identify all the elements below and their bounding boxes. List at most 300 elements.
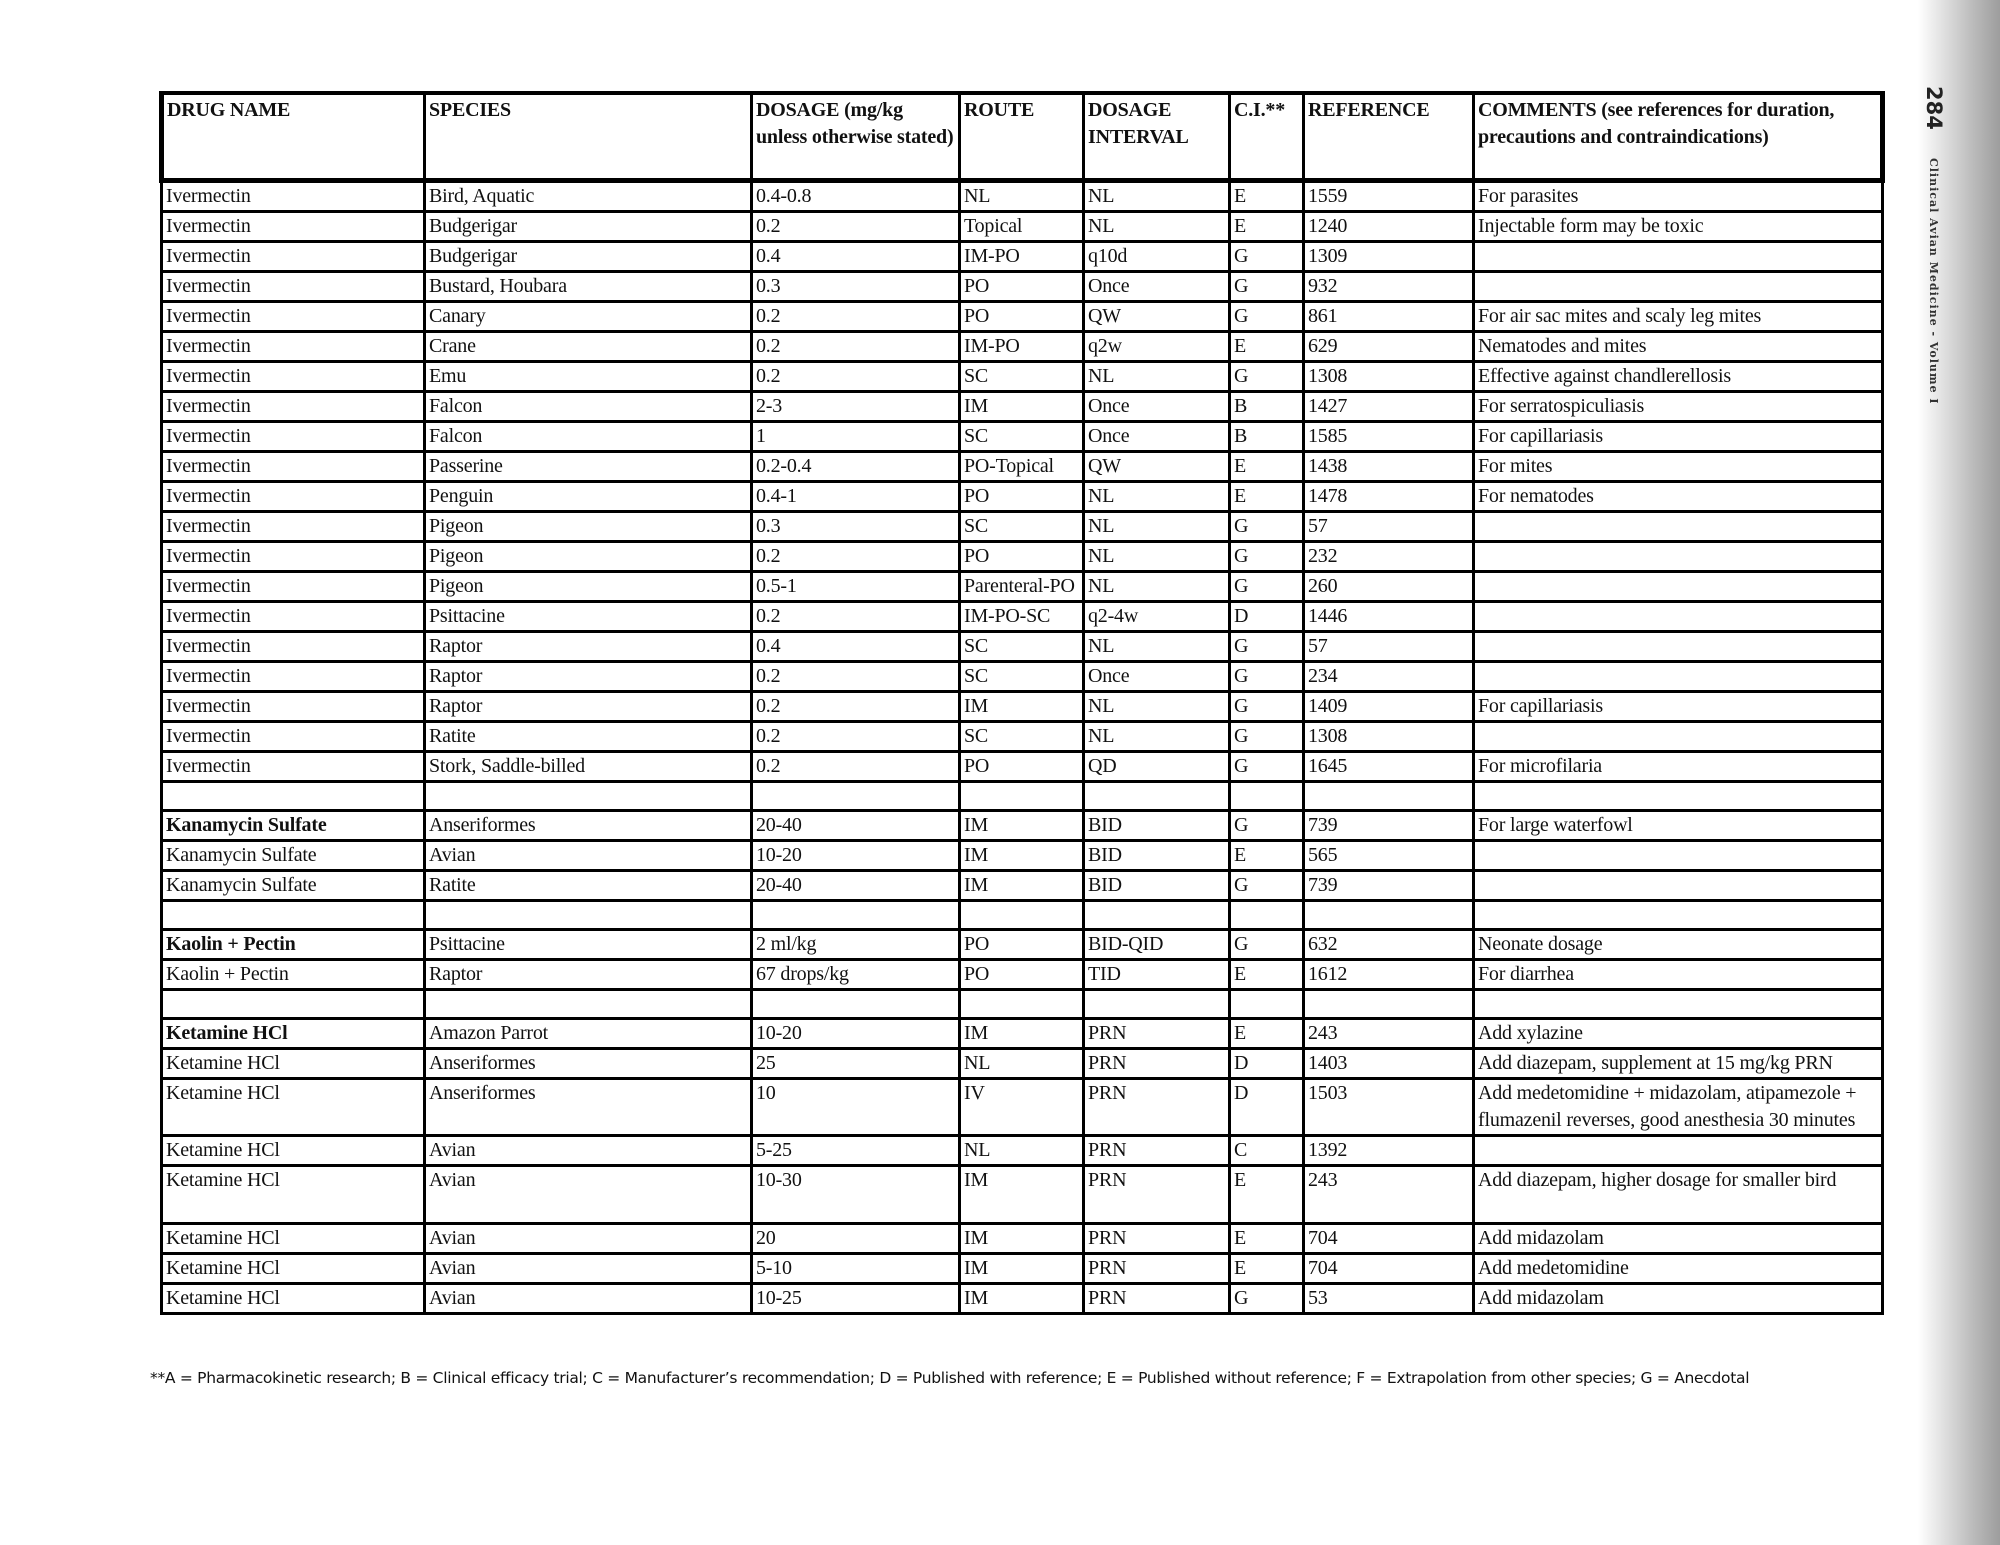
table-row: [162, 512, 1883, 542]
drug-name-cell: Ivermectin: [162, 482, 425, 512]
dosage-interval-cell: BID: [1084, 841, 1230, 871]
table-row: [162, 302, 1883, 332]
species-cell: Avian: [425, 1254, 752, 1284]
drug-name-cell: Ivermectin: [162, 752, 425, 782]
drug-name-cell: Kanamycin Sulfate: [162, 871, 425, 901]
table-row: [162, 272, 1883, 302]
dosage-interval-cell: Once: [1084, 272, 1230, 302]
table-row: [162, 632, 1883, 662]
ci-cell: G: [1230, 242, 1304, 272]
comments-cell: [1474, 272, 1883, 302]
table-row: [162, 722, 1883, 752]
ci-cell: G: [1230, 871, 1304, 901]
ci-cell: B: [1230, 422, 1304, 452]
header-ci: C.I.**: [1230, 93, 1304, 181]
reference-cell: 861: [1304, 302, 1474, 332]
comments-cell: For serratospiculiasis: [1474, 392, 1883, 422]
drug-name-cell: Ketamine HCl: [162, 1049, 425, 1079]
comments-cell: For parasites: [1474, 181, 1883, 212]
dosage-cell: 10-20: [752, 1019, 960, 1049]
species-cell: Penguin: [425, 482, 752, 512]
route-cell: NL: [960, 181, 1084, 212]
dosage-cell: 5-10: [752, 1254, 960, 1284]
species-cell: Ratite: [425, 722, 752, 752]
table-row: [162, 242, 1883, 272]
comments-cell: Add midazolam: [1474, 1284, 1883, 1314]
route-cell: IM: [960, 1284, 1084, 1314]
drug-name-cell: Ketamine HCl: [162, 1019, 425, 1049]
species-cell: Psittacine: [425, 930, 752, 960]
ci-cell: E: [1230, 1254, 1304, 1284]
confidence-index-footnote: **A = Pharmacokinetic research; B = Clinical efficacy trial; C = Manufacturer’s recommendation; D = Published with reference; E = Published without reference; F = Extrapolation from other species; G = Anecdotal: [150, 1369, 1750, 1387]
reference-cell: 1446: [1304, 602, 1474, 632]
ci-cell: G: [1230, 272, 1304, 302]
header-drug-name: DRUG NAME: [162, 93, 425, 181]
dosage-cell: 10-30: [752, 1166, 960, 1224]
dosage-interval-cell: QW: [1084, 452, 1230, 482]
comments-cell: [1474, 602, 1883, 632]
dosage-cell: 0.3: [752, 272, 960, 302]
table-row: [162, 1224, 1883, 1254]
species-cell: Crane: [425, 332, 752, 362]
table-row: [162, 930, 1883, 960]
drug-name-cell: Ivermectin: [162, 392, 425, 422]
ci-cell: C: [1230, 1136, 1304, 1166]
dosage-interval-cell: PRN: [1084, 1166, 1230, 1224]
ci-cell: G: [1230, 512, 1304, 542]
dosage-cell: 2-3: [752, 392, 960, 422]
species-cell: Anseriformes: [425, 1049, 752, 1079]
ci-cell: E: [1230, 1224, 1304, 1254]
dosage-interval-cell: PRN: [1084, 1254, 1230, 1284]
table-row: [162, 482, 1883, 512]
dosage-interval-cell: NL: [1084, 212, 1230, 242]
page-number: 284: [1922, 86, 1946, 130]
empty-cell: [1304, 990, 1474, 1019]
header-dosage: DOSAGE (mg/kg unless otherwise stated): [752, 93, 960, 181]
species-cell: Passerine: [425, 452, 752, 482]
empty-cell: [1230, 782, 1304, 811]
table-row: [162, 692, 1883, 722]
drug-name-cell: Ketamine HCl: [162, 1166, 425, 1224]
empty-cell: [752, 901, 960, 930]
dosage-cell: 0.2: [752, 542, 960, 572]
table-row: [162, 332, 1883, 362]
dosage-interval-cell: Once: [1084, 422, 1230, 452]
reference-cell: 1559: [1304, 181, 1474, 212]
species-cell: Anseriformes: [425, 1079, 752, 1136]
ci-cell: E: [1230, 452, 1304, 482]
dosage-cell: 0.2: [752, 212, 960, 242]
species-cell: Budgerigar: [425, 242, 752, 272]
dosage-interval-cell: NL: [1084, 512, 1230, 542]
route-cell: IM: [960, 1254, 1084, 1284]
table-row: [162, 181, 1883, 212]
table-row: [162, 1079, 1883, 1136]
route-cell: NL: [960, 1136, 1084, 1166]
species-cell: Avian: [425, 1166, 752, 1224]
species-cell: Raptor: [425, 662, 752, 692]
dosage-interval-cell: q10d: [1084, 242, 1230, 272]
comments-cell: For capillariasis: [1474, 692, 1883, 722]
drug-name-cell: Ivermectin: [162, 181, 425, 212]
empty-cell: [425, 990, 752, 1019]
drug-name-cell: Ivermectin: [162, 332, 425, 362]
ci-cell: E: [1230, 332, 1304, 362]
table-row: [162, 871, 1883, 901]
drug-name-cell: Ketamine HCl: [162, 1254, 425, 1284]
drug-name-cell: Ivermectin: [162, 302, 425, 332]
route-cell: PO-Topical: [960, 452, 1084, 482]
empty-cell: [1084, 990, 1230, 1019]
drug-name-cell: Ketamine HCl: [162, 1136, 425, 1166]
comments-cell: For diarrhea: [1474, 960, 1883, 990]
ci-cell: E: [1230, 1019, 1304, 1049]
comments-cell: For microfilaria: [1474, 752, 1883, 782]
table-row: [162, 752, 1883, 782]
reference-cell: 1308: [1304, 362, 1474, 392]
reference-cell: 57: [1304, 632, 1474, 662]
dosage-interval-cell: PRN: [1084, 1019, 1230, 1049]
dosage-cell: 10-25: [752, 1284, 960, 1314]
table-row: [162, 1254, 1883, 1284]
table-row: [162, 602, 1883, 632]
table-row: [162, 542, 1883, 572]
reference-cell: 739: [1304, 871, 1474, 901]
dosage-interval-cell: TID: [1084, 960, 1230, 990]
comments-cell: For large waterfowl: [1474, 811, 1883, 841]
table-body: [162, 181, 1883, 1314]
dosage-interval-cell: NL: [1084, 542, 1230, 572]
drug-name-cell: Ivermectin: [162, 572, 425, 602]
drug-name-cell: Ivermectin: [162, 272, 425, 302]
ci-cell: E: [1230, 960, 1304, 990]
ci-cell: G: [1230, 302, 1304, 332]
ci-cell: G: [1230, 811, 1304, 841]
drug-name-cell: Ketamine HCl: [162, 1224, 425, 1254]
comments-cell: [1474, 572, 1883, 602]
ci-cell: G: [1230, 752, 1304, 782]
route-cell: PO: [960, 302, 1084, 332]
empty-cell: [960, 782, 1084, 811]
header-species: SPECIES: [425, 93, 752, 181]
reference-cell: 1478: [1304, 482, 1474, 512]
species-cell: Bustard, Houbara: [425, 272, 752, 302]
route-cell: IM: [960, 692, 1084, 722]
table-row: [162, 1284, 1883, 1314]
empty-cell: [162, 990, 425, 1019]
dosage-cell: 0.4-1: [752, 482, 960, 512]
comments-cell: Add diazepam, supplement at 15 mg/kg PRN: [1474, 1049, 1883, 1079]
dosage-cell: 20-40: [752, 811, 960, 841]
dosage-cell: 0.2: [752, 332, 960, 362]
comments-cell: For nematodes: [1474, 482, 1883, 512]
comments-cell: Add xylazine: [1474, 1019, 1883, 1049]
empty-cell: [425, 782, 752, 811]
empty-cell: [1084, 901, 1230, 930]
dosage-cell: 0.2: [752, 602, 960, 632]
dosage-cell: 0.2: [752, 362, 960, 392]
spacer-row: [162, 901, 1883, 930]
drug-name-cell: Ivermectin: [162, 692, 425, 722]
reference-cell: 1645: [1304, 752, 1474, 782]
reference-cell: 234: [1304, 662, 1474, 692]
comments-cell: [1474, 841, 1883, 871]
dosage-cell: 20: [752, 1224, 960, 1254]
table-row: [162, 1166, 1883, 1224]
reference-cell: 629: [1304, 332, 1474, 362]
comments-cell: Add midazolam: [1474, 1224, 1883, 1254]
header-dosage-interval: DOSAGE INTERVAL: [1084, 93, 1230, 181]
dosage-interval-cell: PRN: [1084, 1224, 1230, 1254]
species-cell: Raptor: [425, 692, 752, 722]
route-cell: PO: [960, 752, 1084, 782]
table-row: [162, 212, 1883, 242]
table-row: [162, 960, 1883, 990]
ci-cell: G: [1230, 692, 1304, 722]
table-row: [162, 811, 1883, 841]
table-row: [162, 572, 1883, 602]
ci-cell: G: [1230, 362, 1304, 392]
table-row: [162, 392, 1883, 422]
ci-cell: G: [1230, 662, 1304, 692]
table-row: [162, 1136, 1883, 1166]
route-cell: NL: [960, 1049, 1084, 1079]
drug-name-cell: Ivermectin: [162, 422, 425, 452]
dosage-cell: 0.4: [752, 632, 960, 662]
ci-cell: B: [1230, 392, 1304, 422]
route-cell: IM: [960, 392, 1084, 422]
running-title: Clinical Avian Medicine - Volume I: [1927, 158, 1940, 405]
species-cell: Canary: [425, 302, 752, 332]
drug-name-cell: Kanamycin Sulfate: [162, 811, 425, 841]
reference-cell: 1409: [1304, 692, 1474, 722]
dosage-interval-cell: NL: [1084, 632, 1230, 662]
ci-cell: G: [1230, 1284, 1304, 1314]
species-cell: Raptor: [425, 632, 752, 662]
dosage-cell: 10-20: [752, 841, 960, 871]
drug-name-cell: Ivermectin: [162, 242, 425, 272]
dosage-interval-cell: QW: [1084, 302, 1230, 332]
route-cell: IM: [960, 1224, 1084, 1254]
species-cell: Pigeon: [425, 572, 752, 602]
spacer-row: [162, 990, 1883, 1019]
dosage-cell: 0.4: [752, 242, 960, 272]
route-cell: Topical: [960, 212, 1084, 242]
reference-cell: 243: [1304, 1166, 1474, 1224]
drug-name-cell: Ivermectin: [162, 662, 425, 692]
route-cell: PO: [960, 930, 1084, 960]
table-row: [162, 1019, 1883, 1049]
spacer-row: [162, 782, 1883, 811]
species-cell: Stork, Saddle-billed: [425, 752, 752, 782]
table-row: [162, 422, 1883, 452]
comments-cell: [1474, 871, 1883, 901]
empty-cell: [162, 782, 425, 811]
ci-cell: D: [1230, 1049, 1304, 1079]
route-cell: IV: [960, 1079, 1084, 1136]
dosage-cell: 0.2: [752, 662, 960, 692]
comments-cell: [1474, 1136, 1883, 1166]
reference-cell: 704: [1304, 1224, 1474, 1254]
dosage-interval-cell: PRN: [1084, 1284, 1230, 1314]
comments-cell: [1474, 662, 1883, 692]
dosage-interval-cell: q2w: [1084, 332, 1230, 362]
dosage-cell: 2 ml/kg: [752, 930, 960, 960]
table-row: [162, 841, 1883, 871]
reference-cell: 1392: [1304, 1136, 1474, 1166]
dosage-interval-cell: PRN: [1084, 1136, 1230, 1166]
species-cell: Psittacine: [425, 602, 752, 632]
route-cell: IM: [960, 871, 1084, 901]
empty-cell: [1474, 990, 1883, 1019]
species-cell: Pigeon: [425, 542, 752, 572]
dosage-cell: 0.2-0.4: [752, 452, 960, 482]
empty-cell: [752, 782, 960, 811]
empty-cell: [1304, 782, 1474, 811]
route-cell: SC: [960, 422, 1084, 452]
route-cell: SC: [960, 362, 1084, 392]
drug-name-cell: Kaolin + Pectin: [162, 960, 425, 990]
reference-cell: 1427: [1304, 392, 1474, 422]
ci-cell: G: [1230, 722, 1304, 752]
route-cell: SC: [960, 662, 1084, 692]
header-reference: REFERENCE: [1304, 93, 1474, 181]
dosage-cell: 10: [752, 1079, 960, 1136]
empty-cell: [1474, 901, 1883, 930]
drug-name-cell: Ivermectin: [162, 542, 425, 572]
dosage-cell: 0.2: [752, 302, 960, 332]
ci-cell: E: [1230, 1166, 1304, 1224]
reference-cell: 1240: [1304, 212, 1474, 242]
route-cell: PO: [960, 272, 1084, 302]
drug-name-cell: Kanamycin Sulfate: [162, 841, 425, 871]
route-cell: PO: [960, 542, 1084, 572]
comments-cell: For capillariasis: [1474, 422, 1883, 452]
species-cell: Amazon Parrot: [425, 1019, 752, 1049]
dosage-interval-cell: Once: [1084, 392, 1230, 422]
dosage-cell: 0.5-1: [752, 572, 960, 602]
reference-cell: 243: [1304, 1019, 1474, 1049]
comments-cell: Nematodes and mites: [1474, 332, 1883, 362]
empty-cell: [960, 990, 1084, 1019]
dosage-cell: 0.3: [752, 512, 960, 542]
comments-cell: For mites: [1474, 452, 1883, 482]
dosage-cell: 0.2: [752, 722, 960, 752]
route-cell: SC: [960, 512, 1084, 542]
header-route: ROUTE: [960, 93, 1084, 181]
species-cell: Pigeon: [425, 512, 752, 542]
route-cell: SC: [960, 722, 1084, 752]
comments-cell: [1474, 722, 1883, 752]
header-comments: COMMENTS (see references for duration, precautions and contraindications): [1474, 93, 1883, 181]
route-cell: IM: [960, 1019, 1084, 1049]
species-cell: Emu: [425, 362, 752, 392]
dosage-interval-cell: NL: [1084, 482, 1230, 512]
drug-name-cell: Ivermectin: [162, 212, 425, 242]
species-cell: Avian: [425, 1224, 752, 1254]
ci-cell: G: [1230, 930, 1304, 960]
dosage-interval-cell: PRN: [1084, 1079, 1230, 1136]
species-cell: Falcon: [425, 392, 752, 422]
comments-cell: Add medetomidine: [1474, 1254, 1883, 1284]
species-cell: Anseriformes: [425, 811, 752, 841]
species-cell: Ratite: [425, 871, 752, 901]
dosage-interval-cell: NL: [1084, 692, 1230, 722]
ci-cell: E: [1230, 482, 1304, 512]
empty-cell: [960, 901, 1084, 930]
route-cell: IM: [960, 841, 1084, 871]
route-cell: SC: [960, 632, 1084, 662]
reference-cell: 1612: [1304, 960, 1474, 990]
reference-cell: 57: [1304, 512, 1474, 542]
route-cell: PO: [960, 482, 1084, 512]
reference-cell: 260: [1304, 572, 1474, 602]
ci-cell: D: [1230, 1079, 1304, 1136]
comments-cell: [1474, 632, 1883, 662]
drug-name-cell: Ivermectin: [162, 362, 425, 392]
dosage-cell: 25: [752, 1049, 960, 1079]
comments-cell: Injectable form may be toxic: [1474, 212, 1883, 242]
table-row: [162, 362, 1883, 392]
dosage-interval-cell: QD: [1084, 752, 1230, 782]
drug-name-cell: Ivermectin: [162, 602, 425, 632]
dosage-interval-cell: BID: [1084, 811, 1230, 841]
empty-cell: [1474, 782, 1883, 811]
drug-name-cell: Ketamine HCl: [162, 1079, 425, 1136]
table-row: [162, 1049, 1883, 1079]
species-cell: Budgerigar: [425, 212, 752, 242]
ci-cell: G: [1230, 632, 1304, 662]
dosage-interval-cell: Once: [1084, 662, 1230, 692]
route-cell: IM: [960, 811, 1084, 841]
reference-cell: 1503: [1304, 1079, 1474, 1136]
dosage-cell: 5-25: [752, 1136, 960, 1166]
ci-cell: G: [1230, 542, 1304, 572]
drug-dosage-table: [159, 91, 1885, 1315]
ci-cell: E: [1230, 841, 1304, 871]
species-cell: Raptor: [425, 960, 752, 990]
route-cell: IM-PO: [960, 242, 1084, 272]
reference-cell: 739: [1304, 811, 1474, 841]
reference-cell: 232: [1304, 542, 1474, 572]
table-row: [162, 662, 1883, 692]
drug-name-cell: Ketamine HCl: [162, 1284, 425, 1314]
empty-cell: [1084, 782, 1230, 811]
empty-cell: [162, 901, 425, 930]
empty-cell: [425, 901, 752, 930]
dosage-cell: 0.2: [752, 752, 960, 782]
dosage-interval-cell: BID: [1084, 871, 1230, 901]
dosage-interval-cell: q2-4w: [1084, 602, 1230, 632]
dosage-interval-cell: NL: [1084, 722, 1230, 752]
route-cell: PO: [960, 960, 1084, 990]
dosage-interval-cell: NL: [1084, 572, 1230, 602]
dosage-interval-cell: NL: [1084, 181, 1230, 212]
ci-cell: G: [1230, 572, 1304, 602]
ci-cell: D: [1230, 602, 1304, 632]
route-cell: IM-PO: [960, 332, 1084, 362]
reference-cell: 565: [1304, 841, 1474, 871]
reference-cell: 1585: [1304, 422, 1474, 452]
reference-cell: 1403: [1304, 1049, 1474, 1079]
table-header-row: [162, 93, 1883, 181]
comments-cell: [1474, 242, 1883, 272]
ci-cell: E: [1230, 181, 1304, 212]
reference-cell: 632: [1304, 930, 1474, 960]
comments-cell: [1474, 512, 1883, 542]
dosage-cell: 0.2: [752, 692, 960, 722]
